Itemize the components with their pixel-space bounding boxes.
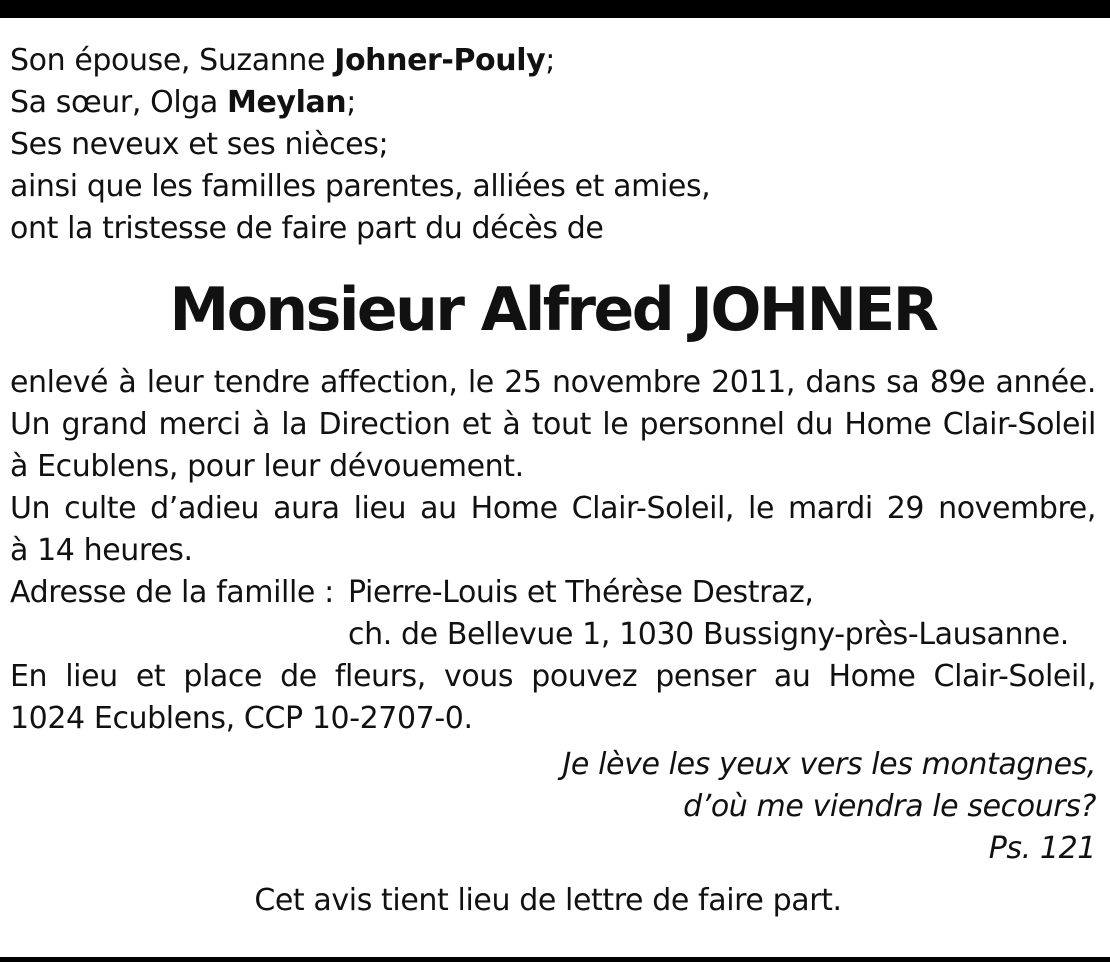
flowers-line-1: En lieu et place de fleurs, vous pouvez penser au Home Clair-Soleil, [10, 659, 1096, 694]
family-line-announcement: ont la tristesse de faire part du décès de [10, 211, 604, 246]
sister-surname: Meylan [227, 85, 347, 120]
bottom-border-rule [0, 957, 1110, 962]
deceased-name-heading: Monsieur Alfred JOHNER [169, 275, 937, 345]
address-line-names: Pierre-Louis et Thérèse Destraz, [348, 575, 814, 610]
body-line-thanks: Un grand merci à la Direction et à tout le personnel du Home Clair-Soleil [10, 407, 1096, 442]
verse-line-2: d’où me viendra le secours? [683, 789, 1096, 824]
sister-suffix: ; [346, 85, 356, 120]
address-line-street: ch. de Bellevue 1, 1030 Bussigny-près-Lausanne. [348, 617, 1069, 652]
obituary-notice [10, 40, 1096, 922]
spouse-prefix: Son épouse, Suzanne [10, 43, 335, 78]
address-block [348, 572, 1069, 656]
family-line-relatives: ainsi que les familles parentes, alliées et amies, [10, 169, 711, 204]
flowers-line-2: 1024 Ecublens, CCP 10-2707-0. [10, 701, 473, 736]
body-line-death-date: enlevé à leur tendre affection, le 25 novembre 2011, dans sa 89e année. [10, 365, 1096, 400]
body-line-thanks-end: à Ecublens, pour leur dévouement. [10, 449, 524, 484]
family-address [10, 572, 1096, 656]
verse-reference: Ps. 121 [988, 831, 1096, 866]
sister-prefix: Sa sœur, Olga [10, 85, 228, 120]
family-line-spouse [10, 40, 1096, 82]
body-line-ceremony: Un culte d’adieu aura lieu au Home Clair-Soleil, le mardi 29 novembre, [10, 491, 1096, 526]
spouse-surname: Johner-Pouly [334, 43, 546, 78]
body-line-ceremony-time: à 14 heures. [10, 533, 193, 568]
address-label: Adresse de la famille : [10, 575, 334, 610]
spouse-suffix: ; [545, 43, 555, 78]
top-border-rule [0, 0, 1110, 18]
family-line-nephews: Ses neveux et ses nièces; [10, 127, 389, 162]
footer-notice: Cet avis tient lieu de lettre de faire part. [254, 883, 842, 918]
verse-line-1: Je lève les yeux vers les montagnes, [562, 747, 1096, 782]
family-line-sister [10, 82, 1096, 124]
